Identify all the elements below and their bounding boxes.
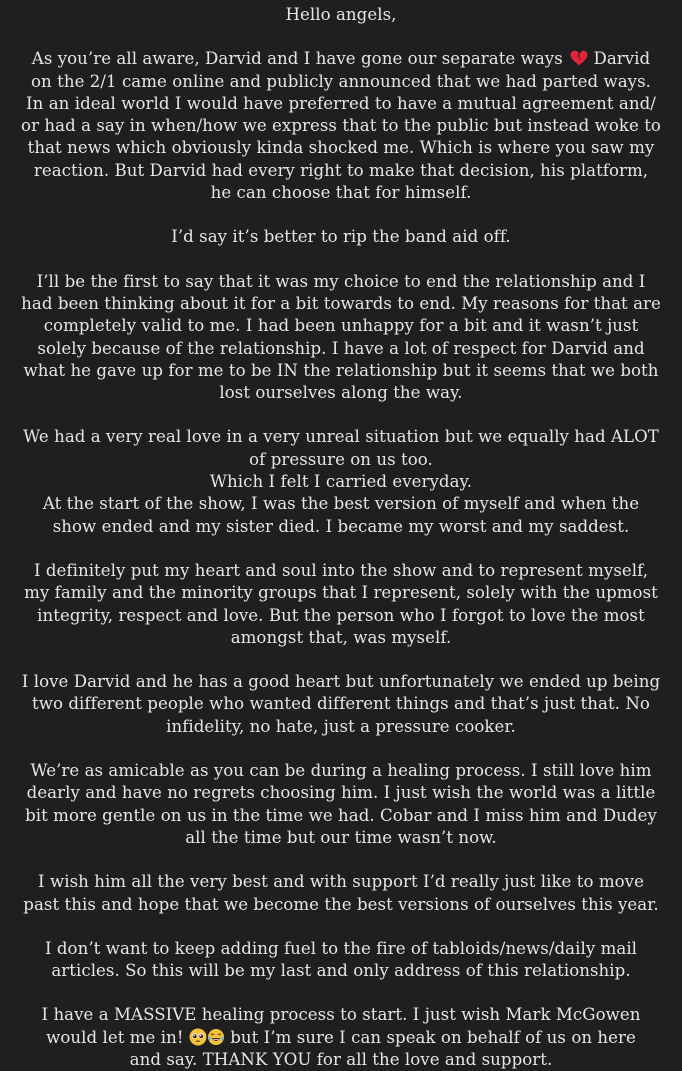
- text-line: completely valid to me. I had been unhappy for a bit and it wasn’t just: [43, 316, 639, 336]
- text-line: all the time but our time wasn’t now.: [185, 827, 497, 847]
- text-line: articles. So this will be my last and only address of this relationship.: [51, 961, 631, 981]
- text-line: on the 2/1 came online and publicly announced that we had parted ways.: [31, 71, 651, 91]
- paragraph-tabloids: [20, 938, 662, 983]
- text-line: solely because of the relationship. I have a lot of respect for Darvid and: [37, 338, 645, 358]
- paragraph-band-aid: [20, 226, 662, 248]
- tears-of-joy-icon: [207, 1028, 225, 1046]
- text-line: We’re as amicable as you can be during a healing process. I still love him: [30, 761, 652, 781]
- text-line: show ended and my sister died. I became my worst and my saddest.: [52, 516, 630, 536]
- paragraph-love: [20, 671, 662, 738]
- text-line: Which I felt I carried everyday.: [209, 472, 473, 492]
- text-line: integrity, respect and love. But the person who I forgot to love the most: [37, 605, 645, 625]
- text-line: what he gave up for me to be IN the relationship but it seems that we both: [23, 360, 659, 380]
- broken-heart-icon: [570, 50, 588, 66]
- pleading-face-icon: [189, 1028, 207, 1046]
- text-fragment: but I’m sure I can speak on behalf of us on here: [230, 1027, 636, 1047]
- text-line: reaction. But Darvid had every right to make that decision, his platform,: [33, 160, 649, 180]
- text-line: I’d say it’s better to rip the band aid off.: [171, 227, 511, 247]
- text-line: At the start of the show, I was the best version of myself and when the: [42, 494, 640, 514]
- text-line: two different people who wanted different things and that’s just that. No: [32, 694, 650, 714]
- text-line: infidelity, no hate, just a pressure cooker.: [166, 716, 516, 736]
- text-line: that news which obviously kinda shocked me. Which is where you saw my: [27, 138, 655, 158]
- text-line: dearly and have no regrets choosing him. I just wish the world was a little: [26, 783, 656, 803]
- text-line: past this and hope that we become the best versions of ourselves this year.: [23, 894, 659, 914]
- text-line: I wish him all the very best and with support I’d really just like to move: [38, 872, 644, 892]
- text-fragment: As you’re all aware, Darvid and I have gone our separate ways: [31, 49, 563, 69]
- text-line: [20, 1027, 662, 1049]
- greeting-paragraph: [20, 4, 662, 26]
- text-fragment: Darvid: [593, 49, 651, 69]
- paragraph-choice: [20, 271, 662, 405]
- text-line: I love Darvid and he has a good heart but unfortunately we ended up being: [21, 672, 661, 692]
- text-line: amongst that, was myself.: [230, 627, 452, 647]
- text-line: or had a say in when/how we express that to the public but instead woke to: [21, 116, 661, 136]
- text-line: I definitely put my heart and soul into the show and to represent myself,: [33, 560, 649, 580]
- text-line: and say. THANK YOU for all the love and support.: [129, 1049, 553, 1069]
- paragraph-announcement: [20, 48, 662, 204]
- text-line: lost ourselves along the way.: [219, 383, 463, 403]
- text-line: he can choose that for himself.: [210, 183, 472, 203]
- text-fragment: would let me in!: [46, 1027, 184, 1047]
- text-line: [20, 48, 662, 70]
- text-line: my family and the minority groups that I represent, solely with the upmost: [24, 583, 658, 603]
- text-line: of pressure on us too.: [249, 449, 433, 469]
- paragraph-pressure: [20, 426, 662, 537]
- text-line: I’ll be the first to say that it was my choice to end the relationship and I: [36, 271, 646, 291]
- paragraph-amicable: [20, 760, 662, 849]
- paragraph-wishes: [20, 871, 662, 916]
- text-line: We had a very real love in a very unreal situation but we equally had ALOT: [23, 427, 659, 447]
- text-line: In an ideal world I would have preferred to have a mutual agreement and/: [26, 93, 656, 113]
- text-line: bit more gentle on us in the time we had. Cobar and I miss him and Dudey: [25, 805, 657, 825]
- paragraph-show: [20, 560, 662, 649]
- greeting-text: Hello angels,: [285, 5, 397, 24]
- text-line: had been thinking about it for a bit towards to end. My reasons for that are: [21, 293, 661, 313]
- paragraph-healing: [20, 1004, 662, 1071]
- text-line: I have a MASSIVE healing process to start. I just wish Mark McGowen: [41, 1005, 641, 1025]
- text-line: I don’t want to keep adding fuel to the fire of tabloids/news/daily mail: [44, 938, 638, 958]
